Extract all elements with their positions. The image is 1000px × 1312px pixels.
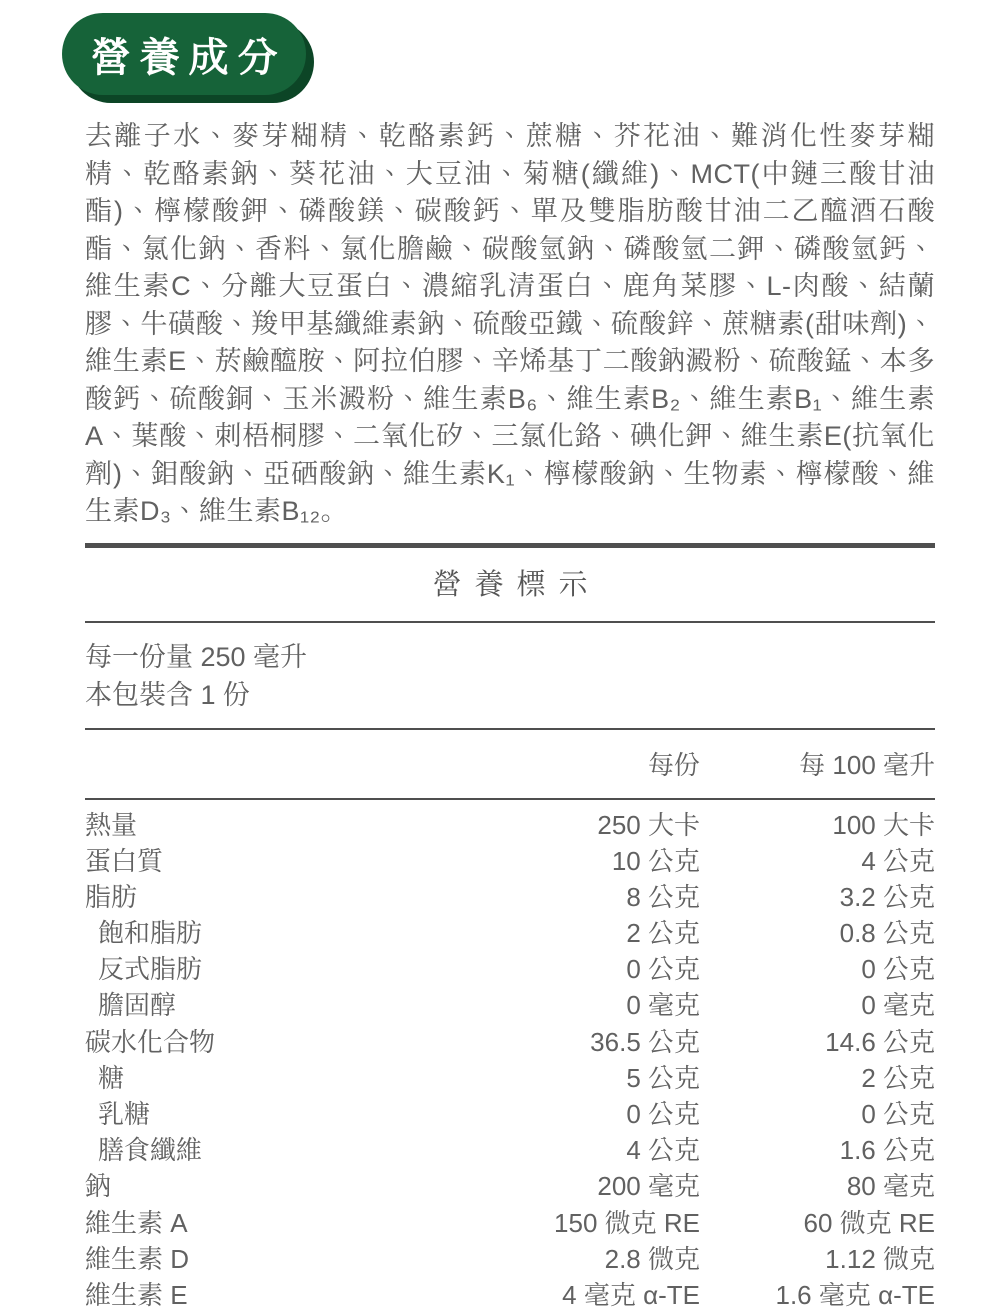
row-per-serving: 4 公克 bbox=[626, 1135, 700, 1166]
row-per-serving: 2 公克 bbox=[626, 918, 700, 949]
row-per-100ml: 0 毫克 bbox=[861, 990, 935, 1021]
row-per-serving: 0 公克 bbox=[626, 954, 700, 985]
row-per-100ml: 0 公克 bbox=[861, 954, 935, 985]
nutrition-table-body bbox=[85, 800, 935, 1312]
row-per-serving: 8 公克 bbox=[626, 881, 700, 912]
serving-info bbox=[85, 623, 935, 728]
thick-divider bbox=[85, 543, 935, 548]
serving-size-text: 每一份量 250 毫升 bbox=[85, 641, 308, 672]
row-per-serving: 200 毫克 bbox=[597, 1171, 700, 1202]
row-label: 維生素 D bbox=[85, 1243, 190, 1274]
row-per-100ml: 80 毫克 bbox=[846, 1171, 935, 1202]
row-per-100ml: 100 大卡 bbox=[832, 809, 935, 840]
row-per-100ml: 1.6 毫克 α-TE bbox=[775, 1279, 935, 1310]
table-row bbox=[85, 1058, 935, 1094]
row-label: 膳食纖維 bbox=[98, 1135, 203, 1166]
table-row bbox=[85, 1275, 935, 1311]
table-row bbox=[85, 1203, 935, 1239]
table-row bbox=[85, 841, 935, 877]
header-per-100ml: 每 100 毫升 bbox=[799, 750, 935, 780]
table-row bbox=[85, 1094, 935, 1130]
table-row bbox=[85, 1239, 935, 1275]
ingredients-paragraph: 去離子水、麥芽糊精、乾酪素鈣、蔗糖、芥花油、難消化性麥芽糊精、乾酪素鈉、葵花油、大豆油、菊糖(纖維)、MCT(中鏈三酸甘油酯)、檸檬酸鉀、磷酸鎂、碳酸鈣、單及雙脂肪酸甘油二乙醯酒石酸酯、氯化鈉、香料、氯化膽鹼、碳酸氫鈉、磷酸氫二鉀、磷酸氫鈣、維生素C、分離大豆蛋白、濃縮乳清蛋白、鹿角菜膠、L-肉酸、結蘭膠、牛磺酸、羧甲基纖維素鈉、硫酸亞鐵、硫酸鋅、蔗糖素(甜味劑)、維生素E、菸鹼醯胺、阿拉伯膠、辛烯基丁二酸鈉澱粉、硫酸錳、本多酸鈣、硫酸銅、玉米澱粉、維生素B₆、維生素B₂、維生素B₁、維生素A、葉酸、刺梧桐膠、二氧化矽、三氯化鉻、碘化鉀、維生素E(抗氧化劑)、鉬酸鈉、亞硒酸鈉、維生素K₁、檸檬酸鈉、生物素、檸檬酸、維生素D₃、維生素B₁₂。 bbox=[85, 121, 935, 526]
table-header-row bbox=[85, 730, 935, 798]
table-row bbox=[85, 805, 935, 841]
row-per-serving: 4 毫克 α-TE bbox=[562, 1279, 700, 1310]
row-per-100ml: 60 微克 RE bbox=[803, 1207, 935, 1238]
nutrition-facts-title: 營養標示 bbox=[432, 568, 601, 601]
row-per-serving: 5 公克 bbox=[626, 1062, 700, 1093]
row-per-serving: 0 毫克 bbox=[626, 990, 700, 1021]
row-label: 熱量 bbox=[85, 809, 138, 840]
row-per-100ml: 14.6 公克 bbox=[825, 1026, 935, 1057]
row-label: 維生素 E bbox=[85, 1279, 188, 1310]
row-per-100ml: 2 公克 bbox=[861, 1062, 935, 1093]
row-per-serving: 10 公克 bbox=[611, 845, 700, 876]
row-per-serving: 250 大卡 bbox=[597, 809, 700, 840]
row-per-serving: 2.8 微克 bbox=[604, 1243, 700, 1274]
header-per-serving: 每份 bbox=[647, 750, 700, 780]
row-label: 脂肪 bbox=[85, 881, 138, 912]
row-per-100ml: 4 公克 bbox=[861, 845, 935, 876]
row-label: 蛋白質 bbox=[85, 845, 164, 876]
row-label: 糖 bbox=[98, 1062, 125, 1093]
table-row bbox=[85, 1022, 935, 1058]
row-label: 鈉 bbox=[85, 1171, 112, 1202]
row-label: 膽固醇 bbox=[98, 990, 177, 1021]
row-per-serving: 36.5 公克 bbox=[590, 1026, 700, 1057]
table-row bbox=[85, 877, 935, 913]
row-label: 反式脂肪 bbox=[98, 954, 203, 985]
table-row bbox=[85, 985, 935, 1021]
row-per-100ml: 1.12 微克 bbox=[825, 1243, 935, 1274]
row-label: 維生素 A bbox=[85, 1207, 188, 1238]
row-label: 碳水化合物 bbox=[85, 1026, 216, 1057]
row-label: 飽和脂肪 bbox=[98, 918, 203, 949]
row-per-serving: 150 微克 RE bbox=[554, 1207, 700, 1238]
row-per-100ml: 0 公克 bbox=[861, 1099, 935, 1129]
table-row bbox=[85, 1130, 935, 1166]
row-per-100ml: 1.6 公克 bbox=[839, 1135, 935, 1166]
row-label: 乳糖 bbox=[98, 1099, 151, 1129]
nutrition-ingredients-badge bbox=[62, 13, 306, 95]
row-per-serving: 0 公克 bbox=[626, 1099, 700, 1129]
table-row bbox=[85, 913, 935, 949]
table-row bbox=[85, 1166, 935, 1202]
servings-per-package-text: 本包裝含 1 份 bbox=[85, 679, 251, 710]
badge-label: 營養成分 bbox=[90, 35, 287, 80]
row-per-100ml: 0.8 公克 bbox=[839, 918, 935, 949]
row-per-100ml: 3.2 公克 bbox=[839, 881, 935, 912]
table-row bbox=[85, 949, 935, 985]
label-content bbox=[85, 118, 935, 1311]
